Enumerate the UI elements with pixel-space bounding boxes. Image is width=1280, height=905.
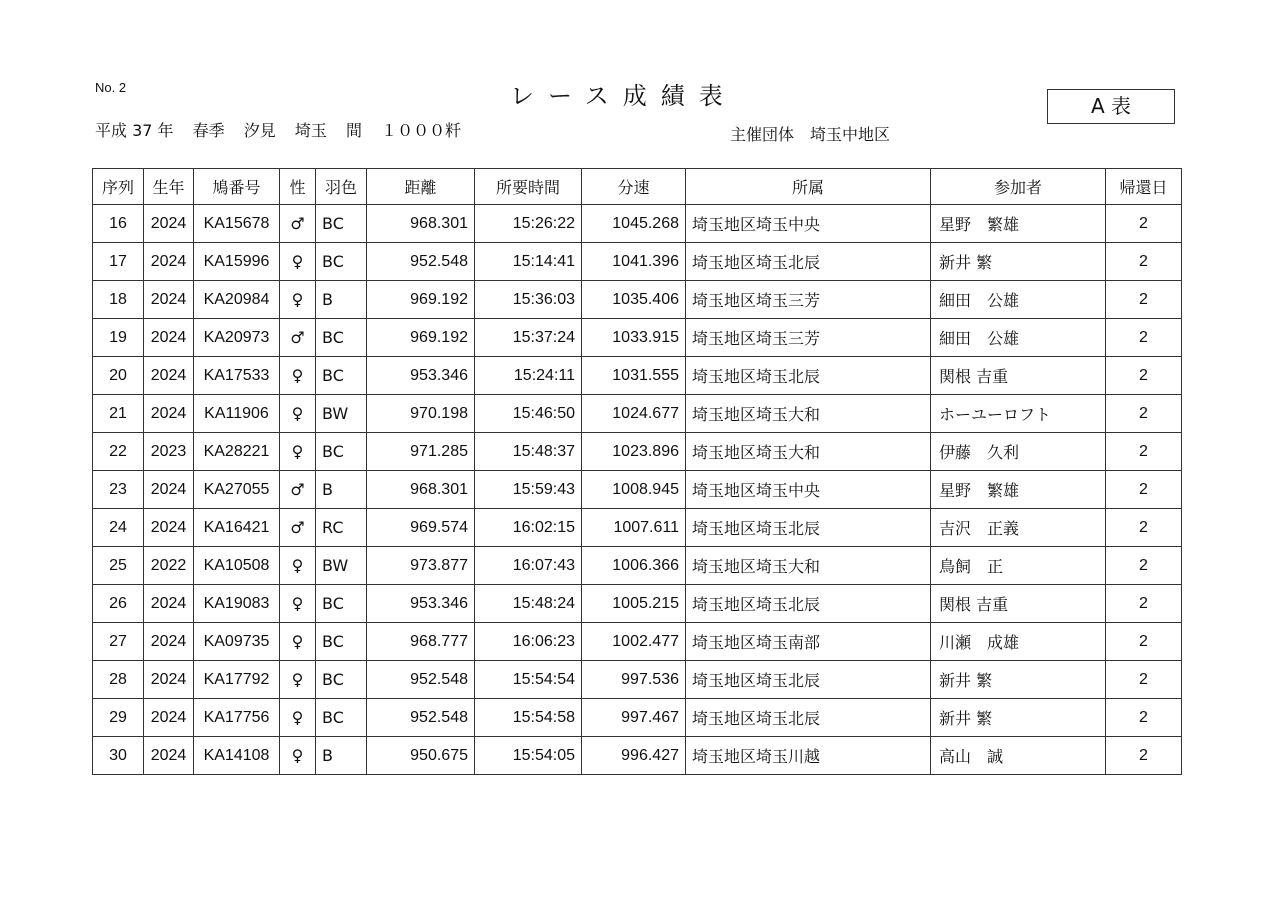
- cell-birth-year: 2023: [144, 433, 194, 471]
- cell-birth-year: 2024: [144, 699, 194, 737]
- cell-affiliation: 埼玉地区埼玉北辰: [686, 661, 931, 699]
- cell-participant: 星野 繁雄: [931, 205, 1106, 243]
- cell-speed: 996.427: [582, 737, 686, 775]
- cell-affiliation: 埼玉地区埼玉北辰: [686, 357, 931, 395]
- col-header-flight-time: 所要時間: [475, 169, 582, 205]
- cell-return-day: 2: [1106, 699, 1182, 737]
- cell-affiliation: 埼玉地区埼玉南部: [686, 623, 931, 661]
- cell-rank: 22: [93, 433, 144, 471]
- cell-ring-number: KA17533: [194, 357, 280, 395]
- cell-feather-color: BC: [316, 661, 367, 699]
- cell-return-day: 2: [1106, 585, 1182, 623]
- race-season: 春季: [192, 121, 225, 140]
- cell-affiliation: 埼玉地区埼玉三芳: [686, 319, 931, 357]
- cell-speed: 1033.915: [582, 319, 686, 357]
- cell-distance: 969.574: [367, 509, 475, 547]
- cell-flight-time: 15:54:54: [475, 661, 582, 699]
- table-row: [93, 623, 1182, 661]
- cell-participant: 関根 吉重: [931, 357, 1106, 395]
- cell-sex: ♀: [280, 357, 316, 395]
- cell-speed: 1002.477: [582, 623, 686, 661]
- table-row: [93, 281, 1182, 319]
- cell-return-day: 2: [1106, 471, 1182, 509]
- cell-affiliation: 埼玉地区埼玉川越: [686, 737, 931, 775]
- cell-return-day: 2: [1106, 357, 1182, 395]
- table-row: [93, 737, 1182, 775]
- cell-flight-time: 15:14:41: [475, 243, 582, 281]
- document-number: No. 2: [95, 80, 127, 95]
- table-row: [93, 471, 1182, 509]
- cell-feather-color: BC: [316, 243, 367, 281]
- cell-sex: ♀: [280, 737, 316, 775]
- cell-affiliation: 埼玉地区埼玉北辰: [686, 585, 931, 623]
- cell-flight-time: 15:36:03: [475, 281, 582, 319]
- table-row: [93, 585, 1182, 623]
- cell-affiliation: 埼玉地区埼玉中央: [686, 471, 931, 509]
- organizer: [730, 122, 906, 145]
- cell-flight-time: 16:06:23: [475, 623, 582, 661]
- cell-participant: 伊藤 久利: [931, 433, 1106, 471]
- cell-flight-time: 15:59:43: [475, 471, 582, 509]
- cell-distance: 953.346: [367, 585, 475, 623]
- cell-ring-number: KA20984: [194, 281, 280, 319]
- cell-flight-time: 15:48:37: [475, 433, 582, 471]
- cell-feather-color: BC: [316, 699, 367, 737]
- cell-sex: ♂: [280, 509, 316, 547]
- results-table: [92, 168, 1182, 775]
- cell-participant: 鳥飼 正: [931, 547, 1106, 585]
- cell-ring-number: KA16421: [194, 509, 280, 547]
- cell-affiliation: 埼玉地区埼玉北辰: [686, 243, 931, 281]
- cell-flight-time: 15:54:05: [475, 737, 582, 775]
- cell-birth-year: 2024: [144, 623, 194, 661]
- cell-ring-number: KA28221: [194, 433, 280, 471]
- cell-ring-number: KA09735: [194, 623, 280, 661]
- cell-ring-number: KA14108: [194, 737, 280, 775]
- cell-distance: 973.877: [367, 547, 475, 585]
- cell-sex: ♀: [280, 433, 316, 471]
- cell-return-day: 2: [1106, 281, 1182, 319]
- cell-ring-number: KA19083: [194, 585, 280, 623]
- cell-sex: ♂: [280, 319, 316, 357]
- table-row: [93, 433, 1182, 471]
- cell-participant: 細田 公雄: [931, 281, 1106, 319]
- cell-participant: 細田 公雄: [931, 319, 1106, 357]
- cell-affiliation: 埼玉地区埼玉大和: [686, 433, 931, 471]
- cell-rank: 29: [93, 699, 144, 737]
- cell-ring-number: KA17792: [194, 661, 280, 699]
- cell-sex: ♂: [280, 471, 316, 509]
- page-title: レース成績表: [510, 82, 737, 110]
- cell-return-day: 2: [1106, 547, 1182, 585]
- cell-affiliation: 埼玉地区埼玉中央: [686, 205, 931, 243]
- table-row: [93, 547, 1182, 585]
- cell-sex: ♂: [280, 205, 316, 243]
- cell-flight-time: 16:02:15: [475, 509, 582, 547]
- cell-flight-time: 15:26:22: [475, 205, 582, 243]
- cell-return-day: 2: [1106, 509, 1182, 547]
- cell-birth-year: 2024: [144, 319, 194, 357]
- cell-birth-year: 2024: [144, 585, 194, 623]
- cell-participant: 関根 吉重: [931, 585, 1106, 623]
- cell-participant: 新井 繁: [931, 699, 1106, 737]
- cell-participant: 高山 誠: [931, 737, 1106, 775]
- cell-sex: ♀: [280, 547, 316, 585]
- cell-sex: ♀: [280, 585, 316, 623]
- cell-return-day: 2: [1106, 395, 1182, 433]
- race-era-year: 平成 37 年: [95, 121, 174, 140]
- cell-flight-time: 16:07:43: [475, 547, 582, 585]
- cell-participant: 川瀬 成雄: [931, 623, 1106, 661]
- cell-rank: 21: [93, 395, 144, 433]
- cell-return-day: 2: [1106, 433, 1182, 471]
- col-header-rank: 序列: [93, 169, 144, 205]
- cell-feather-color: BC: [316, 357, 367, 395]
- cell-sex: ♀: [280, 661, 316, 699]
- cell-sex: ♀: [280, 699, 316, 737]
- cell-affiliation: 埼玉地区埼玉北辰: [686, 509, 931, 547]
- cell-participant: ホーユーロフト: [931, 395, 1106, 433]
- cell-return-day: 2: [1106, 205, 1182, 243]
- cell-return-day: 2: [1106, 661, 1182, 699]
- cell-rank: 30: [93, 737, 144, 775]
- cell-feather-color: BC: [316, 623, 367, 661]
- cell-rank: 28: [93, 661, 144, 699]
- cell-sex: ♀: [280, 281, 316, 319]
- cell-distance: 952.548: [367, 243, 475, 281]
- col-header-distance: 距離: [367, 169, 475, 205]
- cell-feather-color: BW: [316, 547, 367, 585]
- cell-return-day: 2: [1106, 737, 1182, 775]
- cell-birth-year: 2024: [144, 357, 194, 395]
- cell-rank: 19: [93, 319, 144, 357]
- cell-sex: ♀: [280, 243, 316, 281]
- cell-ring-number: KA10508: [194, 547, 280, 585]
- cell-rank: 18: [93, 281, 144, 319]
- cell-ring-number: KA17756: [194, 699, 280, 737]
- cell-sex: ♀: [280, 623, 316, 661]
- cell-speed: 1005.215: [582, 585, 686, 623]
- col-header-return-day: 帰還日: [1106, 169, 1182, 205]
- cell-return-day: 2: [1106, 243, 1182, 281]
- cell-speed: 1045.268: [582, 205, 686, 243]
- col-header-feather-color: 羽色: [316, 169, 367, 205]
- cell-distance: 968.301: [367, 205, 475, 243]
- table-header-row: [93, 169, 1182, 205]
- cell-feather-color: BC: [316, 205, 367, 243]
- cell-birth-year: 2024: [144, 661, 194, 699]
- cell-speed: 1006.366: [582, 547, 686, 585]
- cell-return-day: 2: [1106, 319, 1182, 357]
- cell-distance: 968.301: [367, 471, 475, 509]
- table-row: [93, 699, 1182, 737]
- race-end-point: 埼玉: [294, 121, 327, 140]
- table-row: [93, 357, 1182, 395]
- col-header-participant: 参加者: [931, 169, 1106, 205]
- table-row: [93, 509, 1182, 547]
- table-row: [93, 243, 1182, 281]
- cell-ring-number: KA27055: [194, 471, 280, 509]
- table-type-box: A 表: [1047, 89, 1175, 124]
- cell-affiliation: 埼玉地区埼玉大和: [686, 395, 931, 433]
- cell-birth-year: 2024: [144, 509, 194, 547]
- cell-birth-year: 2024: [144, 205, 194, 243]
- cell-return-day: 2: [1106, 623, 1182, 661]
- cell-feather-color: BC: [316, 319, 367, 357]
- cell-speed: 1035.406: [582, 281, 686, 319]
- cell-distance: 952.548: [367, 661, 475, 699]
- cell-flight-time: 15:48:24: [475, 585, 582, 623]
- col-header-sex: 性: [280, 169, 316, 205]
- cell-distance: 950.675: [367, 737, 475, 775]
- cell-participant: 星野 繁雄: [931, 471, 1106, 509]
- cell-feather-color: B: [316, 281, 367, 319]
- cell-speed: 1023.896: [582, 433, 686, 471]
- table-row: [93, 395, 1182, 433]
- organizer-name: 埼玉中地区: [810, 125, 891, 144]
- col-header-ring-number: 鳩番号: [194, 169, 280, 205]
- cell-feather-color: B: [316, 471, 367, 509]
- cell-speed: 1007.611: [582, 509, 686, 547]
- cell-rank: 17: [93, 243, 144, 281]
- organizer-label: 主催団体: [730, 125, 795, 144]
- cell-feather-color: B: [316, 737, 367, 775]
- cell-birth-year: 2024: [144, 243, 194, 281]
- cell-affiliation: 埼玉地区埼玉北辰: [686, 699, 931, 737]
- cell-distance: 969.192: [367, 281, 475, 319]
- cell-distance: 969.192: [367, 319, 475, 357]
- race-start-point: 汐見: [243, 121, 276, 140]
- cell-participant: 新井 繁: [931, 661, 1106, 699]
- race-distance: １０００粁: [381, 121, 462, 140]
- cell-birth-year: 2024: [144, 281, 194, 319]
- cell-distance: 971.285: [367, 433, 475, 471]
- cell-ring-number: KA20973: [194, 319, 280, 357]
- cell-rank: 24: [93, 509, 144, 547]
- cell-participant: 新井 繁: [931, 243, 1106, 281]
- cell-rank: 26: [93, 585, 144, 623]
- cell-speed: 1041.396: [582, 243, 686, 281]
- col-header-affiliation: 所属: [686, 169, 931, 205]
- cell-distance: 953.346: [367, 357, 475, 395]
- cell-participant: 吉沢 正義: [931, 509, 1106, 547]
- cell-birth-year: 2022: [144, 547, 194, 585]
- cell-speed: 1031.555: [582, 357, 686, 395]
- cell-distance: 970.198: [367, 395, 475, 433]
- cell-distance: 968.777: [367, 623, 475, 661]
- cell-speed: 997.467: [582, 699, 686, 737]
- race-between: 間: [345, 121, 362, 140]
- cell-rank: 20: [93, 357, 144, 395]
- cell-distance: 952.548: [367, 699, 475, 737]
- cell-birth-year: 2024: [144, 395, 194, 433]
- cell-ring-number: KA15678: [194, 205, 280, 243]
- cell-ring-number: KA11906: [194, 395, 280, 433]
- cell-rank: 16: [93, 205, 144, 243]
- cell-feather-color: BC: [316, 433, 367, 471]
- cell-birth-year: 2024: [144, 737, 194, 775]
- cell-feather-color: RC: [316, 509, 367, 547]
- cell-birth-year: 2024: [144, 471, 194, 509]
- cell-speed: 1024.677: [582, 395, 686, 433]
- cell-flight-time: 15:37:24: [475, 319, 582, 357]
- cell-affiliation: 埼玉地区埼玉大和: [686, 547, 931, 585]
- cell-speed: 997.536: [582, 661, 686, 699]
- cell-rank: 27: [93, 623, 144, 661]
- cell-rank: 25: [93, 547, 144, 585]
- cell-feather-color: BW: [316, 395, 367, 433]
- table-row: [93, 205, 1182, 243]
- cell-speed: 1008.945: [582, 471, 686, 509]
- cell-ring-number: KA15996: [194, 243, 280, 281]
- cell-rank: 23: [93, 471, 144, 509]
- table-row: [93, 661, 1182, 699]
- cell-flight-time: 15:46:50: [475, 395, 582, 433]
- table-row: [93, 319, 1182, 357]
- col-header-speed: 分速: [582, 169, 686, 205]
- col-header-birth-year: 生年: [144, 169, 194, 205]
- cell-affiliation: 埼玉地区埼玉三芳: [686, 281, 931, 319]
- cell-sex: ♀: [280, 395, 316, 433]
- cell-flight-time: 15:54:58: [475, 699, 582, 737]
- race-info: [95, 118, 475, 141]
- cell-feather-color: BC: [316, 585, 367, 623]
- cell-flight-time: 15:24:11: [475, 357, 582, 395]
